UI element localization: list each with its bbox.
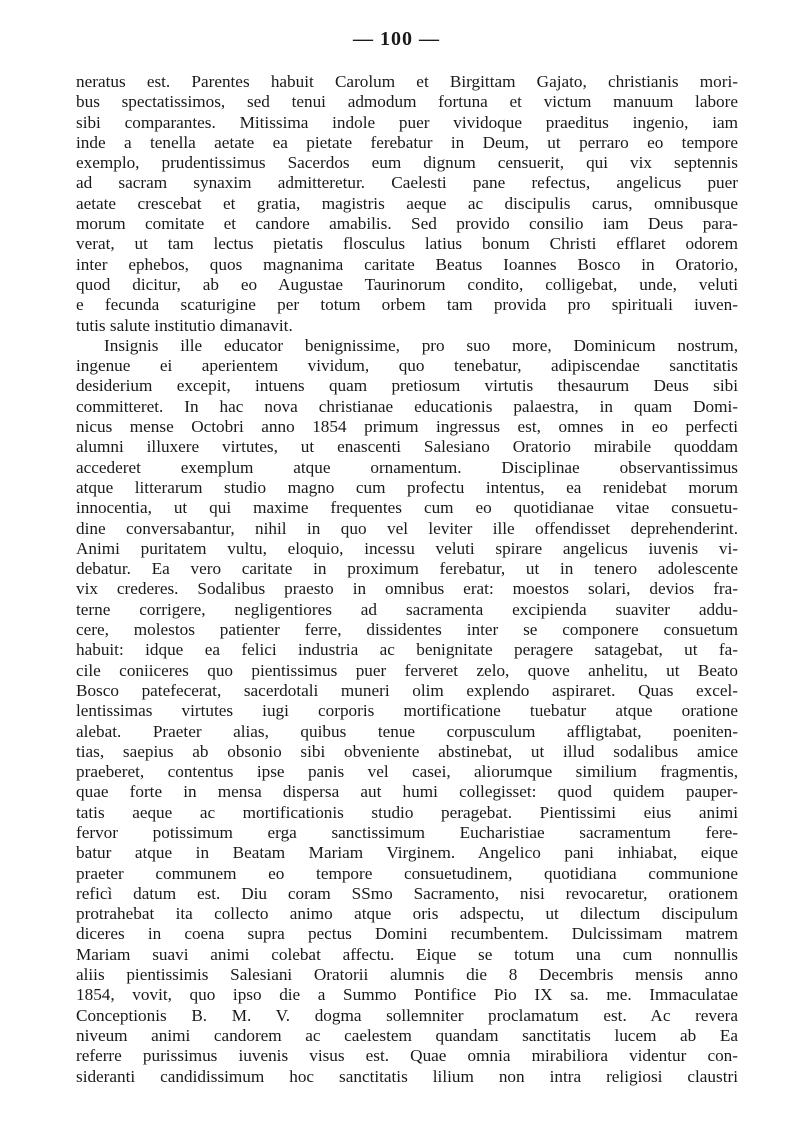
text-line: diceres in coena supra pectus Domini recumbentem. Dulcissimam matrem	[76, 924, 738, 944]
text-line: committeret. In hac nova christianae educationis palaestra, in quam Domi-	[76, 396, 738, 416]
text-line: praeter communem eo tempore consuetudinem, quotidiana communione	[76, 863, 738, 883]
text-line: reficì datum est. Diu coram SSmo Sacramento, nisi revocaretur, orationem	[76, 883, 738, 903]
text-line: 1854, vovit, quo ipso die a Summo Pontifice Pio IX sa. me. Immaculatae	[76, 985, 738, 1005]
text-line: innocentia, ut qui maxime frequentes cum eo quotidianae vitae consuetu-	[76, 498, 738, 518]
text-line: dine conversabantur, nihil in quo vel leviter ille offendisset deprehenderint.	[76, 518, 738, 538]
text-line: vix crederes. Sodalibus praesto in omnibus erat: moestos solari, devios fra-	[76, 579, 738, 599]
text-line: niveum animi candorem ac caelestem quandam sanctitatis lucem ab Ea	[76, 1025, 738, 1045]
text-line: accederet exemplum atque ornamentum. Disciplinae observantissimus	[76, 457, 738, 477]
text-line: habuit: idque ea felici industria ac benignitate peragere satagebat, ut fa-	[76, 640, 738, 660]
text-line: Conceptionis B. M. V. dogma sollemniter proclamatum est. Ac revera	[76, 1005, 738, 1025]
text-line: tutis salute institutio dimanavit.	[76, 315, 293, 335]
text-line: desiderium excepit, intuens quam pretiosum virtutis thesaurum Deus sibi	[76, 376, 738, 396]
text-line: neratus est. Parentes habuit Carolum et Birgittam Gajato, christianis mori-	[76, 72, 738, 91]
text-line: debatur. Ea vero caritate in proximum ferebatur, ut in tenero adolescente	[76, 559, 738, 579]
text-line: exemplo, prudentissimus Sacerdos eum dignum censuerit, qui vix septennis	[76, 153, 738, 173]
text-line: atque litterarum studio magno cum profectu intentus, ea renidebat morum	[76, 477, 738, 497]
text-line: alumni illuxere virtutes, ut enascenti Salesiano Oratorio mirabile quoddam	[76, 437, 738, 457]
text-line: sideranti candidissimum hoc sanctitatis lilium non intra religiosi claustri	[76, 1066, 738, 1086]
paragraph	[76, 72, 738, 336]
text-line: Insignis ille educator benignissime, pro suo more, Dominicum nostrum,	[104, 335, 738, 355]
text-line: Bosco patefecerat, sacerdotali muneri olim explendo aspiraret. Quas excel-	[76, 680, 738, 700]
text-line: terne corrigere, negligentiores ad sacramenta excipienda suaviter addu-	[76, 599, 738, 619]
text-line: bus spectatissimos, sed tenui admodum fortuna et victum manuum labore	[76, 92, 738, 112]
paragraph	[76, 336, 738, 1087]
text-line: Animi puritatem vultu, eloquio, incessu veluti spirare angelicus iuvenis vi-	[76, 538, 738, 558]
text-line: quod dicitur, ab eo Augustae Taurinorum condito, colligebat, unde, veluti	[76, 274, 738, 294]
text-line: quae forte in mensa dispersa aut humi collegisset: quod quidem pauper-	[76, 782, 738, 802]
page-number: — 100 —	[353, 28, 440, 50]
text-line: nicus mense Octobri anno 1854 primum ingressus est, omnes in eo perfecti	[76, 417, 738, 437]
text-line: batur atque in Beatam Mariam Virginem. Angelico pani inhiabat, eique	[76, 843, 738, 863]
text-line: aliis pientissimis Salesiani Oratorii alumnis die 8 Decembris mensis anno	[76, 965, 738, 985]
text-line: inde a tenella aetate ea pietate ferebatur in Deum, ut perraro eo tempore	[76, 132, 738, 152]
text-line: tias, saepius ab obsonio sibi obveniente abstinebat, ut illud sodalibus amice	[76, 741, 738, 761]
text-line: praeberet, contentus ipse panis vel casei, aliorumque similium fragmentis,	[76, 762, 738, 782]
text-line: aetate crescebat et gratia, magistris aeque ac discipulis carus, omnibusque	[76, 193, 738, 213]
text-line: tatis aeque ac mortificationis studio peragebat. Pientissimi eius animi	[76, 802, 738, 822]
text-line: alebat. Praeter alias, quibus tenue corpusculum affligtabat, poeniten-	[76, 721, 738, 741]
text-line: referre purissimus iuvenis visus est. Quae omnia mirabiliora videntur con-	[76, 1046, 738, 1066]
text-line: verat, ut tam lectus pietatis flosculus latius bonum Christi efflaret odorem	[76, 234, 738, 254]
text-line: protrahebat ita collecto animo atque oris adspectu, ut dilectum discipulum	[76, 904, 738, 924]
text-line: morum comitate et candore amabilis. Sed provido consilio iam Deus para-	[76, 214, 738, 234]
text-line: sibi comparantes. Mitissima indole puer vividoque praeditus ingenio, iam	[76, 112, 738, 132]
text-line: ingenue ei aperientem vividum, quo tenebatur, adipiscendae sanctitatis	[76, 356, 738, 376]
text-line: cile coniiceres quo pientissimus puer ferveret zelo, quove anhelitu, ut Beato	[76, 660, 738, 680]
text-line: e fecunda scaturigine per totum orbem tam provida pro spirituali iuven-	[76, 295, 738, 315]
text-line: cere, molestos patienter ferre, dissidentes inter se componere consuetum	[76, 620, 738, 640]
text-line: Mariam suavi animi colebat affectu. Eique se totum una cum nonnullis	[76, 944, 738, 964]
body-text	[76, 72, 738, 1087]
text-line: inter ephebos, quos magnanima caritate Beatus Ioannes Bosco in Oratorio,	[76, 254, 738, 274]
text-line: fervor potissimum erga sanctissimum Eucharistiae sacramentum fere-	[76, 822, 738, 842]
text-line: ad sacram synaxim admitteretur. Caelesti pane refectus, angelicus puer	[76, 173, 738, 193]
text-line: lentissimas virtutes iugi corporis mortificatione tuebatur atque oratione	[76, 701, 738, 721]
